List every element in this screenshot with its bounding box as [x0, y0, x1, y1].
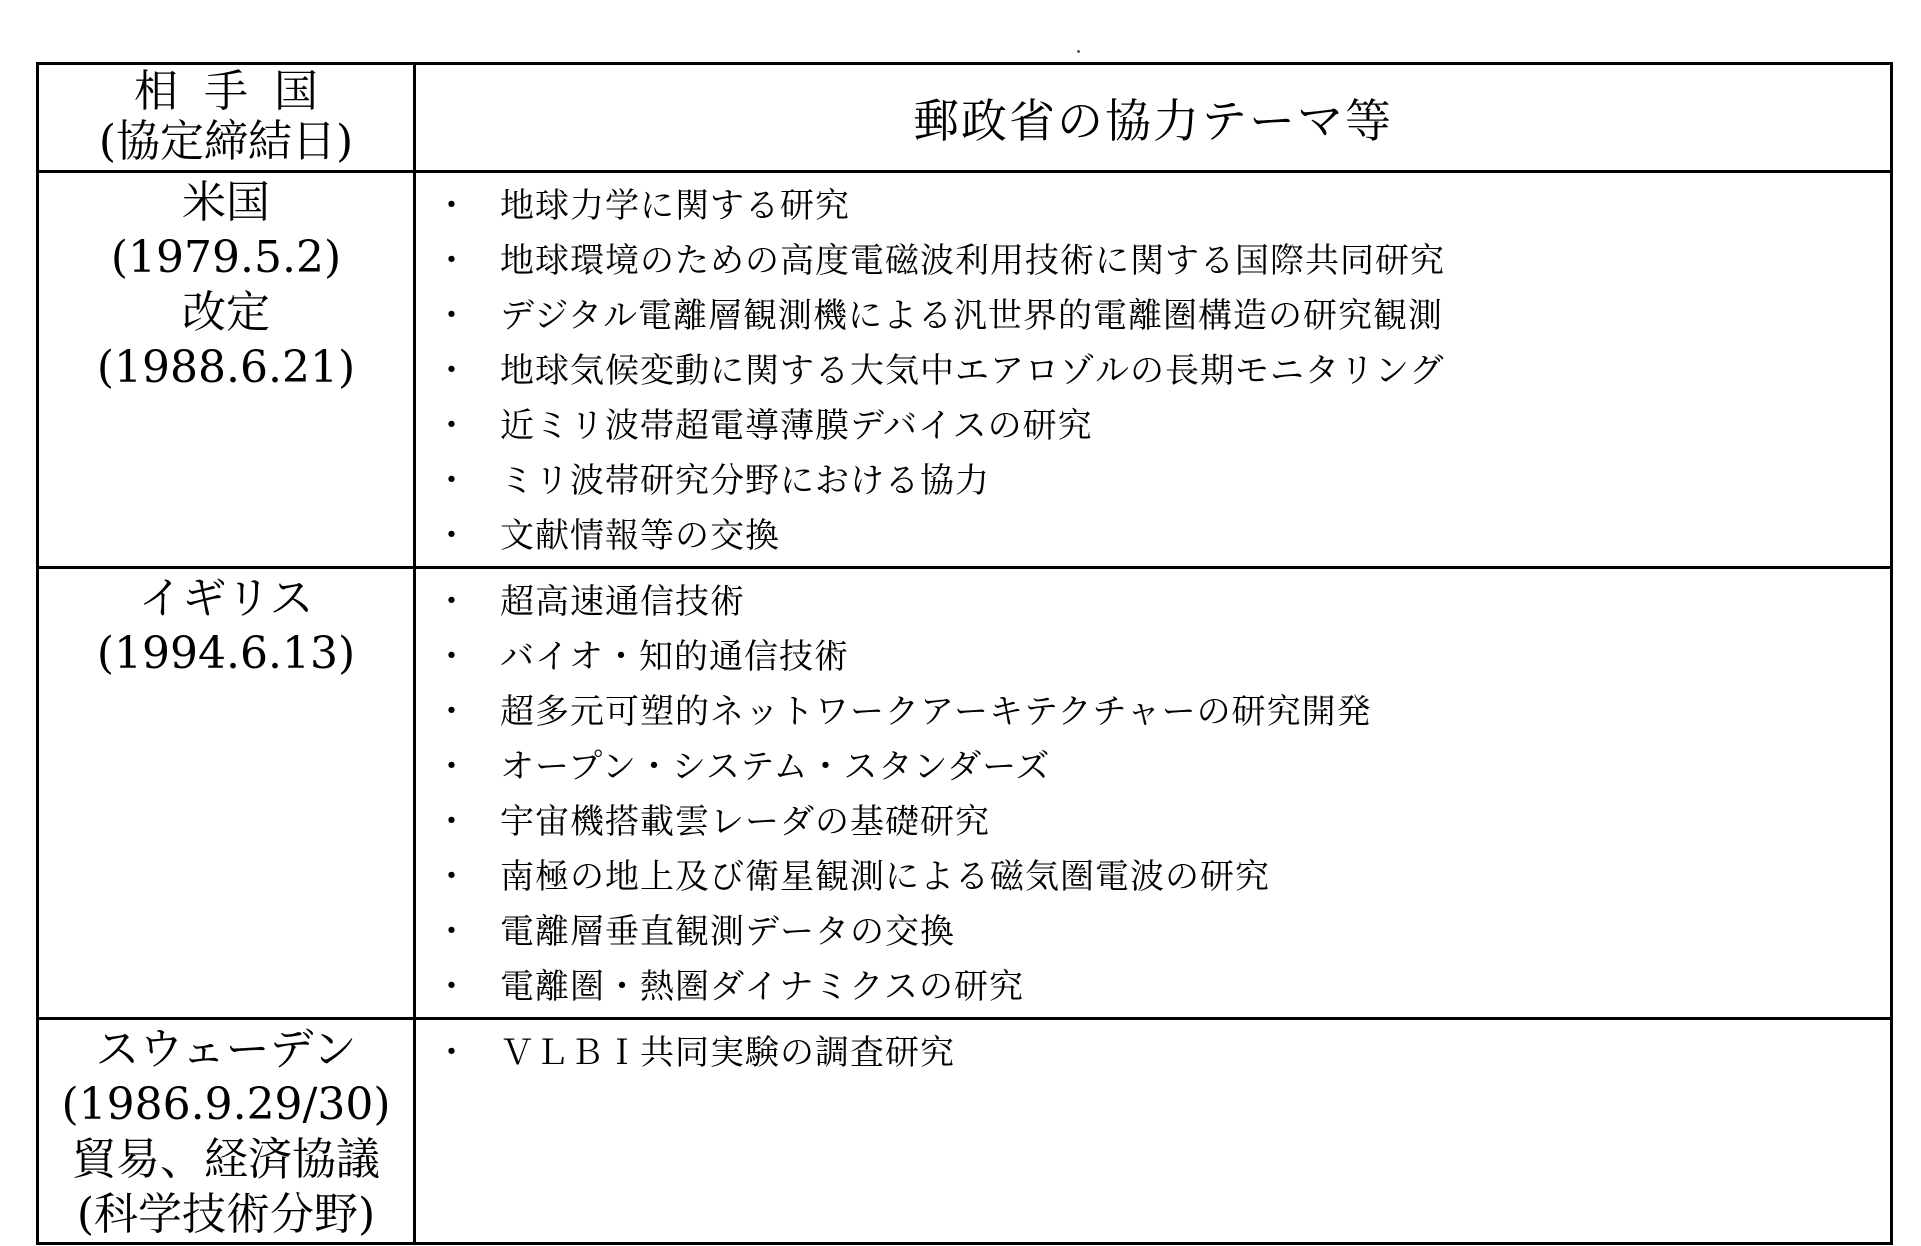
theme-text: 地球力学に関する研究 [500, 186, 850, 226]
themes-header: 郵政省の協力テーマ等 [415, 64, 1892, 172]
theme-list [416, 179, 1890, 564]
country-cell-uk [38, 568, 415, 1019]
theme-text: オープン・システム・スタンダーズ [500, 747, 1051, 787]
list-item [416, 850, 1890, 905]
country-line: (1994.6.13) [96, 628, 356, 679]
country-line: (1979.5.2) [110, 232, 342, 283]
theme-text: 電離層垂直観測データの交換 [500, 912, 955, 952]
bullet: ・ [434, 912, 470, 952]
theme-text: バイオ・知的通信技術 [500, 637, 849, 677]
partner-country-label: 相手国 [134, 66, 344, 117]
bullet: ・ [434, 461, 470, 501]
list-item [416, 795, 1890, 850]
bullet: ・ [434, 351, 470, 391]
theme-text: デジタル電離層観測機による汎世界的電離圏構造の研究観測 [500, 296, 1443, 336]
theme-list [416, 1026, 1890, 1081]
bullet: ・ [434, 747, 470, 787]
theme-text: 南極の地上及び衛星観測による磁気圏電波の研究 [500, 857, 1270, 897]
list-item [416, 905, 1890, 960]
cooperation-table [36, 62, 1893, 1245]
country-line: (1988.6.21) [96, 342, 356, 393]
theme-text: 文献情報等の交換 [500, 516, 780, 556]
themes-cell-uk [415, 568, 1892, 1019]
theme-text: 地球環境のための高度電磁波利用技術に関する国際共同研究 [500, 241, 1445, 281]
bullet: ・ [434, 637, 470, 677]
bullet: ・ [434, 582, 470, 622]
bullet: ・ [434, 857, 470, 897]
theme-text: 近ミリ波帯超電導薄膜デバイスの研究 [500, 406, 1093, 446]
theme-text: 超高速通信技術 [500, 582, 745, 622]
theme-text: ＶＬＢＩ共同実験の調査研究 [500, 1033, 955, 1073]
bullet: ・ [434, 406, 470, 446]
theme-text: 超多元可塑的ネットワークアーキテクチャーの研究開発 [500, 692, 1372, 732]
bullet: ・ [434, 241, 470, 281]
list-item [416, 1026, 1890, 1081]
country-line: 改定 [182, 287, 270, 338]
list-item [416, 960, 1890, 1015]
country-cell-sweden [38, 1019, 415, 1244]
list-item [416, 344, 1890, 399]
list-item [416, 234, 1890, 289]
themes-cell-sweden [415, 1019, 1892, 1244]
country-line: 貿易、経済協議 [72, 1134, 380, 1185]
list-item [416, 740, 1890, 795]
themes-cell-us [415, 172, 1892, 568]
list-item [416, 509, 1890, 564]
bullet: ・ [434, 1033, 470, 1073]
list-item [416, 454, 1890, 509]
bullet: ・ [434, 516, 470, 556]
table-row [38, 172, 1892, 568]
country-cell-us [38, 172, 415, 568]
table-header-row [38, 64, 1892, 172]
theme-text: 宇宙機搭載雲レーダの基礎研究 [500, 802, 990, 842]
theme-text: ミリ波帯研究分野における協力 [500, 461, 990, 501]
scan-speck [1077, 50, 1080, 53]
country-line: 米国 [182, 177, 270, 228]
list-item [416, 179, 1890, 234]
list-item [416, 630, 1890, 685]
list-item [416, 575, 1890, 630]
country-line: (1986.9.29/30) [61, 1079, 391, 1130]
bullet: ・ [434, 296, 470, 336]
table-row [38, 1019, 1892, 1244]
bullet: ・ [434, 186, 470, 226]
country-line: イギリス [138, 573, 314, 624]
bullet: ・ [434, 967, 470, 1007]
theme-text: 地球気候変動に関する大気中エアロゾルの長期モニタリング [500, 351, 1445, 391]
list-item [416, 685, 1890, 740]
theme-list [416, 575, 1890, 1015]
table-row [38, 568, 1892, 1019]
partner-country-header [38, 64, 415, 172]
bullet: ・ [434, 692, 470, 732]
theme-text: 電離圏・熱圏ダイナミクスの研究 [500, 967, 1024, 1007]
country-line: スウェーデン [95, 1024, 357, 1075]
country-line: (科学技術分野) [76, 1189, 376, 1240]
list-item [416, 289, 1890, 344]
bullet: ・ [434, 802, 470, 842]
agreement-date-label: (協定締結日) [98, 116, 354, 167]
list-item [416, 399, 1890, 454]
